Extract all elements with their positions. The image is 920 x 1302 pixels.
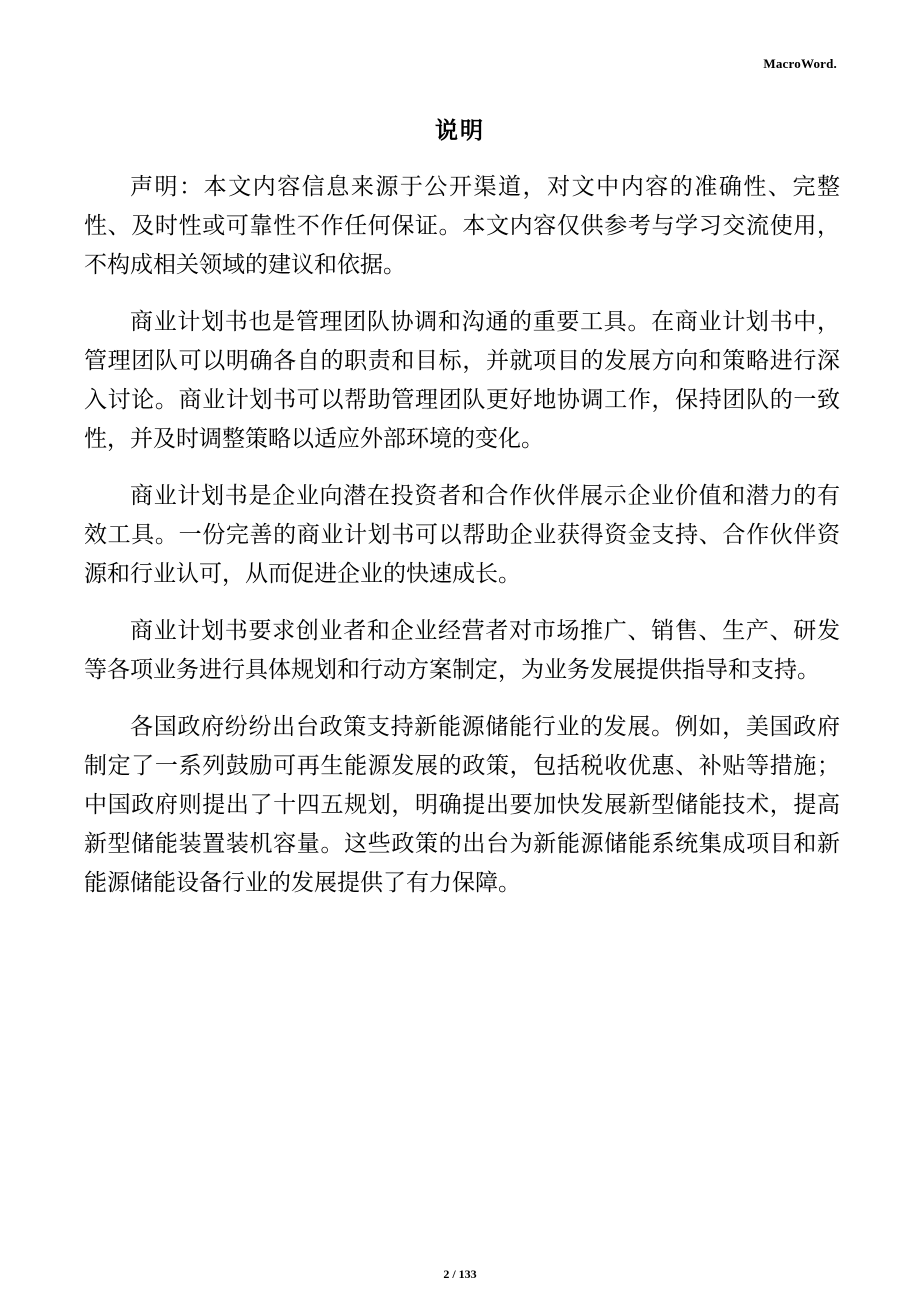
paragraph-business-planning: 商业计划书要求创业者和企业经营者对市场推广、销售、生产、研发等各项业务进行具体规划和行动方案制定，为业务发展提供指导和支持。 <box>84 618 840 683</box>
paragraph-government-policy: 各国政府纷纷出台政策支持新能源储能行业的发展。例如，美国政府制定了一系列鼓励可再生能源发展的政策，包括税收优惠、补贴等措施；中国政府则提出了十四五规划，明确提出要加快发展新型储能技术，提高新型储能装置装机容量。这些政策的出台为新能源储能系统集成项目和新能源储能设备行业的发展提供了有力保障。 <box>84 714 840 896</box>
page-number: 2 / 133 <box>443 1267 477 1281</box>
paragraph-management-coordination: 商业计划书也是管理团队协调和沟通的重要工具。在商业计划书中，管理团队可以明确各自的职责和目标，并就项目的发展方向和策略进行深入讨论。商业计划书可以帮助管理团队更好地协调工作，保持团队的一致性，并及时调整策略以适应外部环境的变化。 <box>84 309 840 452</box>
document-body <box>84 168 840 921</box>
paragraph-investor-tool: 商业计划书是企业向潜在投资者和合作伙伴展示企业价值和潜力的有效工具。一份完善的商业计划书可以帮助企业获得资金支持、合作伙伴资源和行业认可，从而促进企业的快速成长。 <box>84 483 840 587</box>
page-title: 说明 <box>435 118 485 144</box>
header-brand: MacroWord. <box>763 56 837 71</box>
paragraph-disclaimer: 声明：本文内容信息来源于公开渠道，对文中内容的准确性、完整性、及时性或可靠性不作任何保证。本文内容仅供参考与学习交流使用，不构成相关领域的建议和依据。 <box>84 174 840 278</box>
